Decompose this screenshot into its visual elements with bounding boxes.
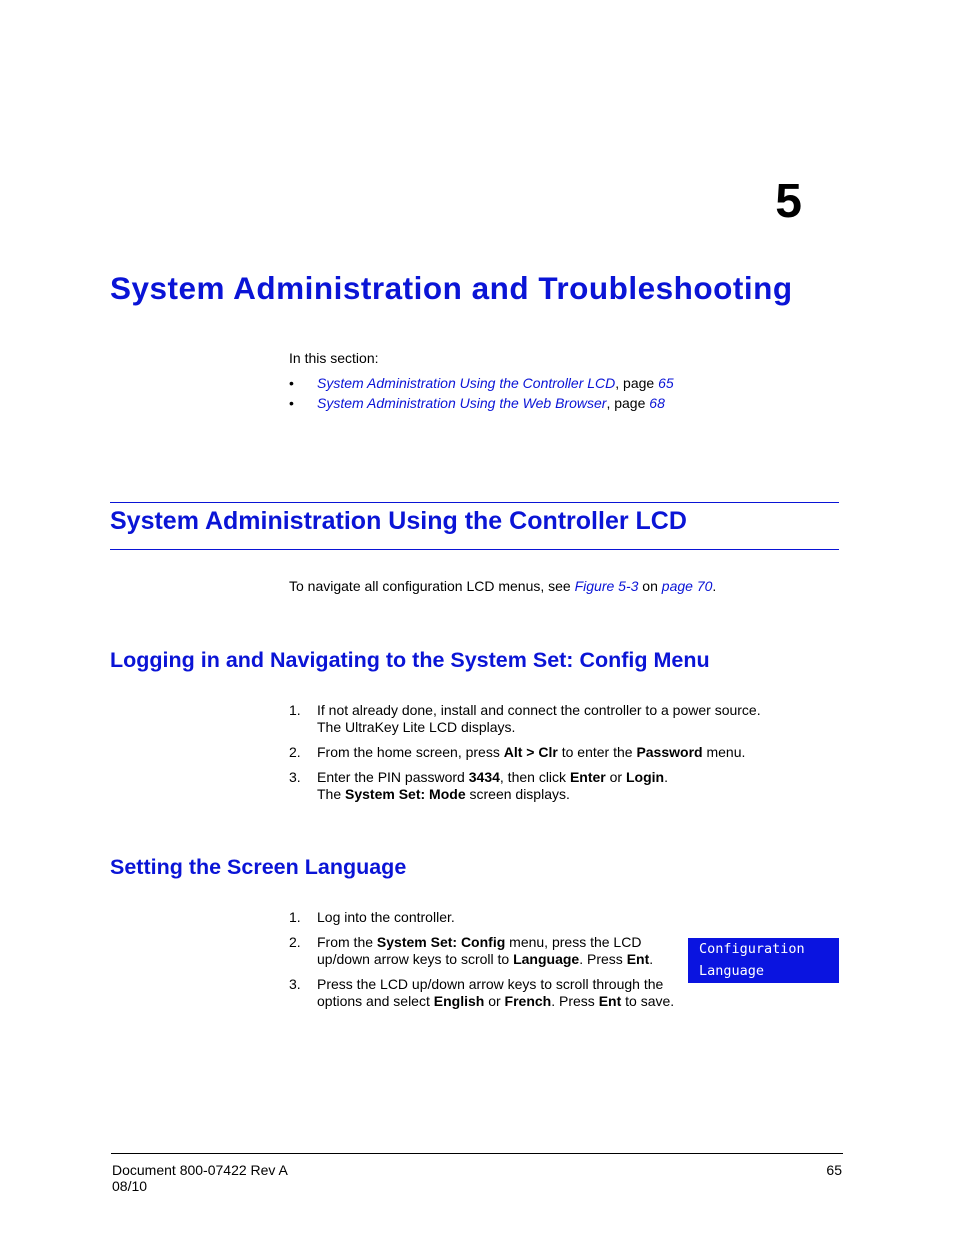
step-text [317,993,684,1010]
bullet-icon: • [289,375,294,391]
text: menu. [702,744,746,760]
text: The [317,786,346,802]
text: From the home screen, press [317,744,504,760]
toc-link-controller-lcd[interactable]: System Administration Using the Controller LCD [317,375,616,391]
bold-text: Password [636,744,703,760]
bold-text: English [433,993,485,1009]
toc-link-web-browser[interactable]: System Administration Using the Web Browser [317,395,607,411]
text: . [649,951,654,967]
step-number: 1. [289,702,301,718]
chapter-number: 5 [775,175,802,228]
list-item [289,769,789,803]
bold-text: Enter [569,769,606,785]
bold-text: Language [513,951,580,967]
key-combo: Alt > Clr [503,744,558,760]
document-number: Document 800-07422 Rev A [112,1162,288,1178]
para-text: . [712,578,717,594]
document-date: 08/10 [112,1178,148,1194]
figure-link[interactable]: Figure 5-3 [574,578,639,594]
toc-item [289,375,674,395]
footer-doc-info [112,1162,288,1194]
text: to enter the [557,744,637,760]
step-number: 1. [289,909,301,925]
section-heading-controller-lcd: System Administration Using the Controller LCD [110,507,687,535]
step-text: If not already done, install and connect the controller to a power source. [317,702,761,718]
navigate-paragraph [289,578,716,595]
toc-page-link[interactable]: 68 [649,395,665,411]
text: or [605,769,626,785]
text: , then click [499,769,570,785]
text: . [664,769,668,785]
text: up/down arrow keys to scroll to [317,951,514,967]
step-text [317,934,684,951]
step-text [317,769,789,786]
bold-text: Ent [626,951,650,967]
step-number: 3. [289,769,301,785]
toc-list [289,375,674,415]
language-steps [289,909,684,1018]
para-text: on [638,578,662,594]
step-text: Log into the controller. [317,909,455,925]
text: . Press [551,993,599,1009]
lcd-display [688,938,839,983]
text: options and select [317,993,434,1009]
section-rule-top [110,502,839,503]
login-steps [289,702,789,811]
text: . Press [579,951,627,967]
page-link[interactable]: page 70 [661,578,713,594]
lcd-line: Configuration [699,941,805,957]
page-number: 65 [826,1162,842,1178]
bold-text: System Set: Mode [345,786,466,802]
toc-page-link[interactable]: 65 [658,375,674,391]
step-number: 2. [289,934,301,950]
footer-rule [111,1153,843,1154]
bold-text: System Set: Config [376,934,506,950]
list-item [289,909,684,926]
list-item [289,744,789,761]
list-item [289,702,789,736]
step-number: 3. [289,976,301,992]
bold-text: 3434 [468,769,500,785]
text: or [484,993,505,1009]
step-text: The UltraKey Lite LCD displays. [317,719,516,735]
text: screen displays. [465,786,570,802]
step-text [317,744,789,761]
text: Enter the PIN password [317,769,469,785]
list-item [289,976,684,1010]
text: to save. [621,993,675,1009]
bold-text: French [504,993,552,1009]
toc-sep: , page [606,395,650,411]
step-text [317,951,684,968]
section-rule-bottom [110,549,839,550]
list-item [289,934,684,968]
text: From the [317,934,377,950]
step-text: Press the LCD up/down arrow keys to scroll through the [317,976,664,992]
para-text: To navigate all configuration LCD menus, see [289,578,575,594]
step-text [317,786,789,803]
chapter-title: System Administration and Troubleshooting [110,270,793,306]
subsection-heading-screen-language: Setting the Screen Language [110,855,407,879]
step-number: 2. [289,744,301,760]
toc-intro: In this section: [289,350,379,366]
toc-item [289,395,674,415]
bold-text: Login [625,769,665,785]
bullet-icon: • [289,395,294,411]
lcd-line: Language [699,963,765,979]
subsection-heading-logging-in: Logging in and Navigating to the System Set: Config Menu [110,648,710,672]
toc-sep: , page [615,375,659,391]
bold-text: Ent [598,993,622,1009]
text: menu, press the LCD [505,934,642,950]
